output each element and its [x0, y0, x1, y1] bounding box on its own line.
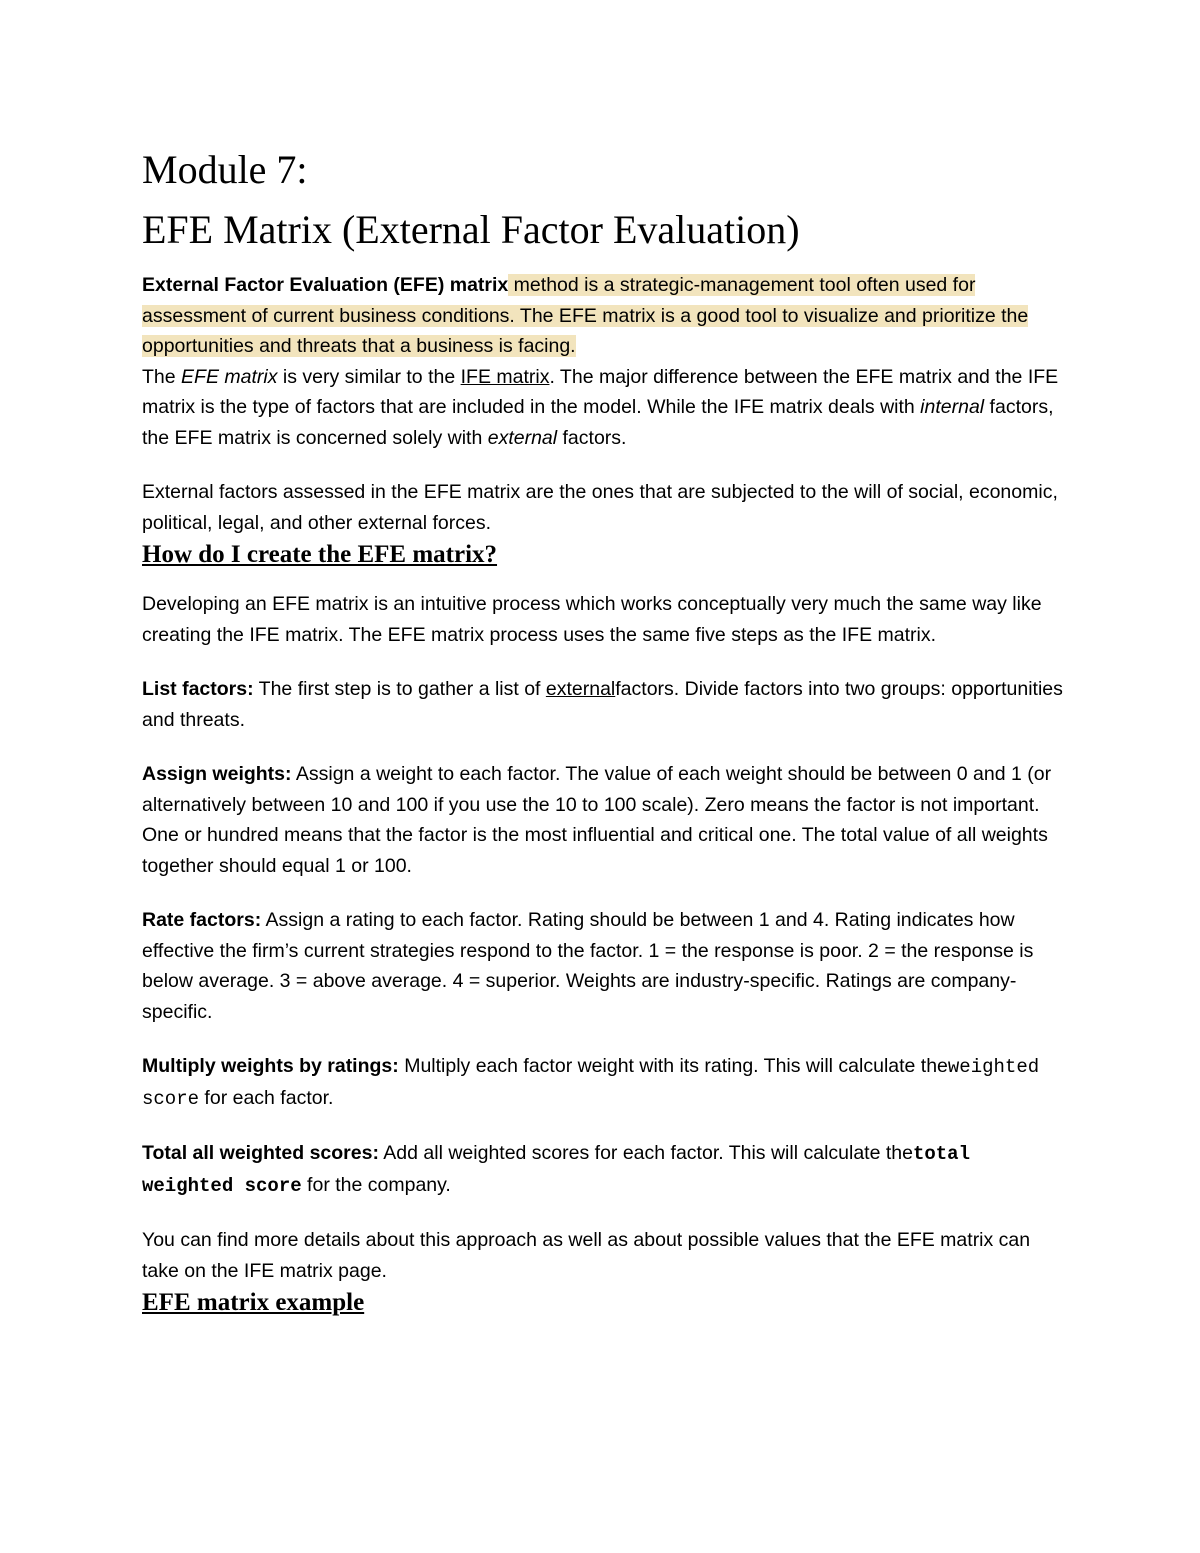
more-details-paragraph: You can find more details about this approach as well as about possible values that the EFE matrix can take on the IFE matrix page. — [142, 1229, 1031, 1282]
total-weighted-score-code: total weighted score — [142, 1143, 970, 1197]
step-text: Assign a weight to each factor. The value of each weight should be between 0 and 1 (or alternatively between 10 and 100 if you use the 10 to 100 scale). Zero means the factor is not important. One or hundred means that the factor is the most influential and critical one. The total value of all weights together should equal 1 or 100. — [142, 763, 1052, 877]
step-assign-weights — [142, 759, 1067, 881]
efe-matrix-italic: EFE matrix — [181, 365, 278, 388]
step-label: List factors: — [142, 678, 254, 700]
document-body — [142, 140, 1067, 1320]
highlighted-text: method is a strategic-management tool often used for assessment of current business conditions. The EFE matrix is a good tool to visualize and prioritize the opportunities and threats that a business is facing. — [142, 274, 1029, 357]
similarity-text-4: factors, the EFE matrix is concerned solely with — [142, 396, 1054, 449]
step-total — [142, 1138, 1067, 1201]
external-italic: external — [487, 426, 558, 449]
step-text: for each factor. — [199, 1086, 334, 1109]
create-section-body: Developing an EFE matrix is an intuitive process which works conceptually very much the same way like creating the IFE matrix. The EFE matrix process uses the same five steps as the IFE matrix. — [142, 593, 1042, 646]
step-label: Total all weighted scores: — [142, 1142, 379, 1164]
step-text: Assign a rating to each factor. Rating should be between 1 and 4. Rating indicates how effective the firm’s current strategies respond to the factor. 1 = the response is poor. 2 = the response is below average. 3 = above average. 4 = superior. Weights are industry-specific. Ratings are company-specific. — [142, 909, 1034, 1023]
ife-matrix-link[interactable]: IFE matrix — [460, 365, 550, 388]
step-text: factors. Divide factors into two groups: opportunities and threats. — [142, 678, 1063, 731]
external-factors-paragraph: External factors assessed in the EFE matrix are the ones that are subjected to the will of social, economic, political, legal, and other external forces. — [142, 481, 1058, 534]
step-label: Assign weights: — [142, 763, 292, 785]
similarity-text-1: The — [142, 365, 182, 388]
step-rate-factors — [142, 905, 1067, 1027]
step-label: Multiply weights by ratings: — [142, 1055, 399, 1077]
step-list-factors — [142, 674, 1067, 735]
similarity-paragraph — [142, 362, 1067, 454]
step-text: The first step is to gather a list of — [253, 678, 546, 700]
internal-italic: internal — [920, 396, 985, 418]
step-multiply — [142, 1051, 1067, 1114]
module-heading: Module 7: — [142, 147, 308, 192]
intro-term: External Factor Evaluation (EFE) matrix — [142, 274, 509, 296]
similarity-text-5: factors. — [557, 426, 627, 449]
step-text: Multiply each factor weight with its rating. This will calculate the — [398, 1055, 948, 1077]
step-text: for the company. — [301, 1173, 451, 1196]
similarity-text-3: . The major difference between the EFE matrix and the IFE matrix is the type of factors that are included in the model. While the IFE matrix deals with — [142, 365, 1059, 418]
similarity-text-2: is very similar to the — [277, 365, 461, 388]
step-text: Add all weighted scores for each factor. This will calculate the — [378, 1142, 913, 1164]
weighted-score-code: weighted score — [142, 1056, 1040, 1110]
step-label: Rate factors: — [142, 909, 262, 931]
intro-paragraph — [142, 270, 1067, 362]
create-section-heading: How do I create the EFE matrix? — [142, 541, 498, 568]
page-title: EFE Matrix (External Factor Evaluation) — [142, 207, 800, 252]
external-underlined: external — [545, 678, 616, 700]
example-section-heading: EFE matrix example — [142, 1289, 365, 1316]
